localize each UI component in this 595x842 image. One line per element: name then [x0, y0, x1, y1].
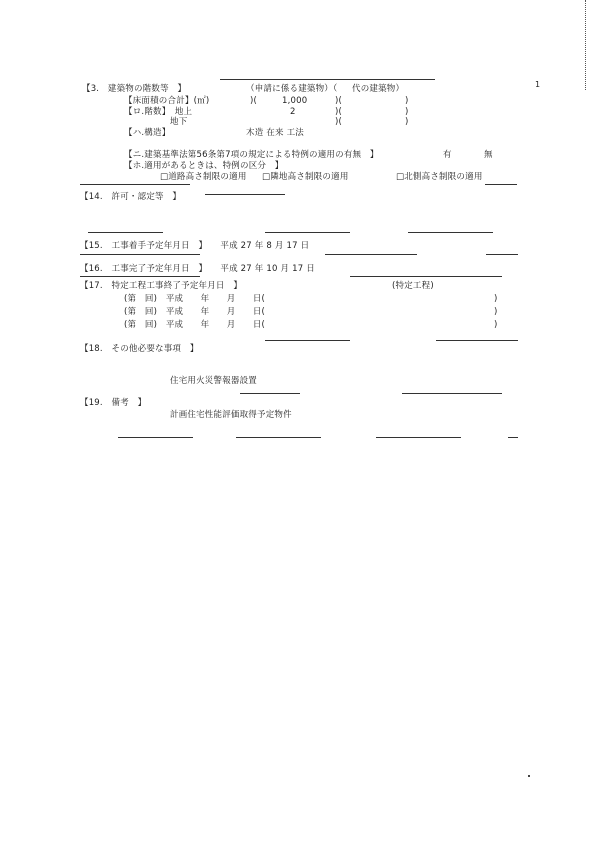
- paren-close: ): [494, 294, 498, 304]
- paren-close: ): [405, 96, 409, 106]
- special-provision-no: 無: [484, 150, 493, 160]
- rule-line: [220, 79, 435, 80]
- paren-close: ): [405, 117, 409, 127]
- section-17-row-1: (第 回) 平成 年 月 日(: [124, 294, 266, 304]
- rule-line: [408, 232, 493, 233]
- rule-line: [376, 437, 461, 438]
- rule-line: [265, 340, 350, 341]
- section-3-col-applied: （申請に係る建築物）（: [246, 84, 338, 94]
- section-17-row-3: (第 回) 平成 年 月 日(: [124, 320, 266, 330]
- structure-value: 木造 在来 工法: [246, 128, 305, 138]
- scan-edge-marks: [585, 0, 589, 90]
- section-3-header: 【3. 建築物の階数等 】: [82, 84, 187, 94]
- section-16-completion-date: 【16. 工事完了予定年月日 】 平成 27 年 10 月 17 日: [80, 264, 315, 274]
- rule-line: [80, 276, 200, 277]
- rule-line: [485, 184, 517, 185]
- option-adjacent-height: □隣地高さ制限の適用: [262, 172, 349, 182]
- rule-line: [325, 254, 417, 255]
- paren: )(: [335, 107, 343, 117]
- stories-value: 2: [290, 107, 296, 117]
- rule-line: [486, 254, 518, 255]
- section-18-other-items: 【18. その他必要な事項 】: [80, 344, 199, 354]
- rule-line: [508, 437, 518, 438]
- section-14-permits: 【14. 許可・認定等 】: [80, 192, 182, 202]
- stories-label: 【ロ.階数】 地上: [124, 107, 193, 117]
- section-18-value: 住宅用火災警報器設置: [170, 376, 258, 386]
- paren: )(: [335, 96, 343, 106]
- special-provision-label: 【ニ.建築基準法第56条第7項の規定による特例の適用の有無 】: [124, 150, 379, 160]
- rule-line: [402, 393, 502, 394]
- special-provision-yes: 有: [443, 150, 452, 160]
- paren-close: ): [494, 307, 498, 317]
- paren-close: ): [494, 320, 498, 330]
- floor-area-label: 【床面積の合計】(㎡): [124, 96, 210, 106]
- section-17-specified-process: (特定工程): [392, 281, 434, 291]
- section-15-start-date: 【15. 工事着手予定年月日 】 平成 27 年 8 月 17 日: [80, 241, 310, 251]
- floor-area-value: 1,000: [282, 96, 308, 106]
- section-3-col-other: 代の建築物）: [352, 84, 405, 94]
- paren: )(: [250, 96, 258, 106]
- section-19-value: 計画住宅性能評価取得予定物件: [170, 410, 292, 420]
- rule-line: [88, 232, 163, 233]
- section-17-row-2: (第 回) 平成 年 月 日(: [124, 307, 266, 317]
- underground-label: 地下: [170, 117, 188, 127]
- rule-line: [80, 254, 200, 255]
- rule-line: [436, 340, 518, 341]
- option-road-height: □道路高さ制限の適用: [160, 172, 247, 182]
- paren-close: ): [405, 107, 409, 117]
- page-number: 1: [535, 80, 541, 89]
- rule-line: [118, 437, 193, 438]
- rule-line: [205, 194, 285, 195]
- rule-line: [350, 276, 502, 277]
- rule-line: [265, 232, 350, 233]
- paren: )(: [335, 117, 343, 127]
- rule-line: [236, 437, 321, 438]
- scan-speck: [528, 775, 530, 777]
- structure-label: 【ハ.構造】: [124, 128, 171, 138]
- provision-type-label: 【ホ.適用があるときは、特例の区分 】: [124, 161, 284, 171]
- section-19-remarks: 【19. 備考 】: [80, 398, 147, 408]
- rule-line: [240, 393, 300, 394]
- section-17-header: 【17. 特定工程工事終了予定年月日 】: [80, 281, 243, 291]
- option-north-height: □北側高さ制限の適用: [396, 172, 483, 182]
- rule-line: [80, 184, 190, 185]
